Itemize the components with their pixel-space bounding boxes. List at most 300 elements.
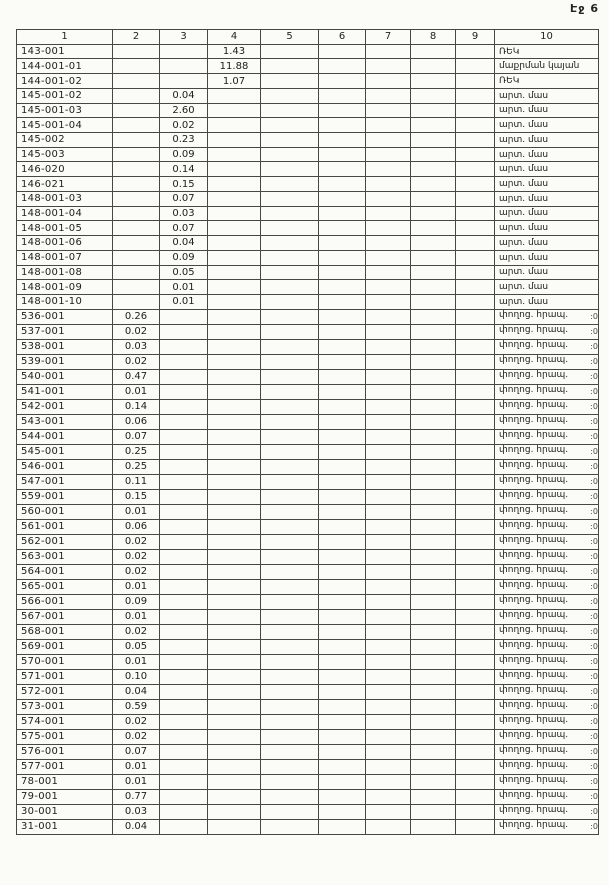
cell-empty — [366, 206, 411, 221]
cell-category — [495, 177, 599, 192]
cell-empty — [208, 684, 261, 699]
cell-empty — [366, 459, 411, 474]
cell-value: 0.15 — [113, 489, 160, 504]
cell-code: 564-001 — [17, 564, 113, 579]
cell-empty — [456, 534, 495, 549]
cell-empty — [160, 504, 208, 519]
table-row — [17, 804, 599, 819]
cell-empty — [366, 44, 411, 59]
cell-value: 11.88 — [208, 59, 261, 74]
table-row — [17, 729, 599, 744]
cell-empty — [160, 339, 208, 354]
cell-empty — [366, 669, 411, 684]
cell-category — [495, 684, 599, 699]
cell-empty — [366, 177, 411, 192]
cell-empty — [208, 133, 261, 148]
cell-empty — [366, 654, 411, 669]
cell-empty — [261, 191, 319, 206]
category-label: փողոց. հրապ. — [499, 699, 569, 710]
table-row — [17, 624, 599, 639]
cell-empty — [208, 594, 261, 609]
cell-empty — [411, 399, 456, 414]
cell-empty — [208, 789, 261, 804]
table-row — [17, 221, 599, 236]
cell-empty — [208, 744, 261, 759]
cell-code: 148-001-10 — [17, 294, 113, 309]
category-label: ՌԵԿ — [499, 46, 520, 57]
cell-empty — [261, 280, 319, 295]
cell-empty — [319, 639, 366, 654]
cell-empty — [261, 399, 319, 414]
cell-value: 1.43 — [208, 44, 261, 59]
cell-empty — [208, 474, 261, 489]
cell-empty — [411, 354, 456, 369]
cell-empty — [411, 74, 456, 89]
table-row — [17, 789, 599, 804]
cell-category — [495, 206, 599, 221]
edge-mark: :0 — [590, 566, 598, 576]
cell-empty — [160, 714, 208, 729]
cell-empty — [411, 534, 456, 549]
cell-empty — [319, 789, 366, 804]
cell-empty — [208, 324, 261, 339]
table-row — [17, 191, 599, 206]
cell-empty — [319, 88, 366, 103]
cell-empty — [456, 103, 495, 118]
edge-mark: :0 — [590, 536, 598, 546]
cell-empty — [456, 369, 495, 384]
cell-value: 0.01 — [160, 280, 208, 295]
table-row — [17, 744, 599, 759]
cell-empty — [319, 459, 366, 474]
cell-empty — [261, 88, 319, 103]
table-row — [17, 654, 599, 669]
column-header-2: 2 — [113, 30, 160, 45]
cell-empty — [113, 133, 160, 148]
cell-category — [495, 309, 599, 324]
column-header-9: 9 — [456, 30, 495, 45]
cell-value: 0.03 — [113, 339, 160, 354]
cell-code: 577-001 — [17, 759, 113, 774]
edge-mark: :0 — [590, 641, 598, 651]
cell-empty — [366, 236, 411, 251]
cell-category — [495, 44, 599, 59]
cell-empty — [261, 384, 319, 399]
cell-empty — [411, 369, 456, 384]
cell-code: 144-001-02 — [17, 74, 113, 89]
edge-mark: :0 — [590, 311, 598, 321]
cell-empty — [366, 639, 411, 654]
table-row — [17, 74, 599, 89]
cell-empty — [319, 519, 366, 534]
category-label: փողոց. հրապ. — [499, 489, 569, 500]
cell-empty — [160, 59, 208, 74]
cell-empty — [208, 639, 261, 654]
cell-empty — [366, 280, 411, 295]
edge-mark: :0 — [590, 416, 598, 426]
table-row — [17, 534, 599, 549]
cell-empty — [411, 265, 456, 280]
cell-empty — [160, 819, 208, 834]
cell-empty — [261, 147, 319, 162]
cell-empty — [113, 88, 160, 103]
cell-code: 542-001 — [17, 399, 113, 414]
cell-empty — [160, 549, 208, 564]
cell-empty — [261, 519, 319, 534]
cell-code: 148-001-05 — [17, 221, 113, 236]
cell-empty — [456, 744, 495, 759]
table-row — [17, 369, 599, 384]
cell-empty — [113, 74, 160, 89]
table-row — [17, 459, 599, 474]
cell-empty — [113, 206, 160, 221]
cell-empty — [319, 774, 366, 789]
cell-empty — [113, 236, 160, 251]
cell-code: 562-001 — [17, 534, 113, 549]
cell-empty — [261, 579, 319, 594]
cell-empty — [160, 429, 208, 444]
table-row — [17, 444, 599, 459]
cell-empty — [456, 206, 495, 221]
edge-mark: :0 — [590, 341, 598, 351]
cell-value: 2.60 — [160, 103, 208, 118]
cell-value: 0.15 — [160, 177, 208, 192]
cell-empty — [319, 369, 366, 384]
cell-empty — [411, 699, 456, 714]
cell-empty — [261, 206, 319, 221]
edge-mark: :0 — [590, 806, 598, 816]
cell-empty — [261, 221, 319, 236]
table-row — [17, 699, 599, 714]
cell-category — [495, 819, 599, 834]
cell-empty — [261, 549, 319, 564]
cell-empty — [261, 250, 319, 265]
cell-value: 0.77 — [113, 789, 160, 804]
cell-empty — [208, 265, 261, 280]
cell-empty — [208, 819, 261, 834]
cell-empty — [208, 429, 261, 444]
cell-empty — [208, 88, 261, 103]
table-row — [17, 250, 599, 265]
cell-empty — [261, 534, 319, 549]
table-row — [17, 59, 599, 74]
cell-empty — [113, 103, 160, 118]
cell-empty — [411, 88, 456, 103]
cell-empty — [113, 147, 160, 162]
cell-empty — [411, 294, 456, 309]
cell-empty — [411, 339, 456, 354]
cell-empty — [456, 684, 495, 699]
cell-empty — [411, 133, 456, 148]
cell-category — [495, 774, 599, 789]
cell-empty — [160, 789, 208, 804]
cell-empty — [456, 133, 495, 148]
cell-empty — [366, 294, 411, 309]
cell-code: 537-001 — [17, 324, 113, 339]
column-header-8: 8 — [411, 30, 456, 45]
cell-empty — [208, 399, 261, 414]
cell-value: 0.02 — [113, 729, 160, 744]
cell-empty — [261, 774, 319, 789]
cell-empty — [411, 564, 456, 579]
cell-category — [495, 221, 599, 236]
cell-empty — [456, 489, 495, 504]
cell-category — [495, 369, 599, 384]
cell-empty — [160, 384, 208, 399]
cell-empty — [319, 729, 366, 744]
cell-empty — [456, 639, 495, 654]
cell-empty — [319, 759, 366, 774]
cell-empty — [456, 339, 495, 354]
cell-code: 144-001-01 — [17, 59, 113, 74]
cell-empty — [208, 504, 261, 519]
cell-empty — [261, 265, 319, 280]
cell-empty — [261, 162, 319, 177]
table-row — [17, 294, 599, 309]
cell-empty — [160, 519, 208, 534]
cell-code: 570-001 — [17, 654, 113, 669]
cell-value: 0.07 — [160, 191, 208, 206]
table-row — [17, 103, 599, 118]
cell-empty — [208, 309, 261, 324]
cell-empty — [366, 324, 411, 339]
table-row — [17, 118, 599, 133]
cell-empty — [261, 339, 319, 354]
cell-category — [495, 339, 599, 354]
table-row — [17, 714, 599, 729]
edge-mark: :0 — [590, 791, 598, 801]
edge-mark: :0 — [590, 551, 598, 561]
cell-empty — [261, 177, 319, 192]
category-label: արտ. մաս — [499, 149, 549, 160]
cell-empty — [160, 594, 208, 609]
cell-category — [495, 191, 599, 206]
category-label: փողոց. հրապ. — [499, 399, 569, 410]
cell-empty — [456, 654, 495, 669]
cell-value: 0.02 — [113, 324, 160, 339]
table-row — [17, 759, 599, 774]
cell-code: 560-001 — [17, 504, 113, 519]
cell-empty — [366, 474, 411, 489]
cell-empty — [160, 534, 208, 549]
category-label: փողոց. հրապ. — [499, 804, 569, 815]
cell-value: 0.05 — [113, 639, 160, 654]
cell-empty — [208, 384, 261, 399]
cell-empty — [366, 684, 411, 699]
cell-empty — [319, 714, 366, 729]
category-label: մաքրման կայան — [499, 61, 580, 72]
cell-empty — [456, 594, 495, 609]
cell-empty — [366, 265, 411, 280]
category-label: փողոց. հրապ. — [499, 774, 569, 785]
cell-empty — [456, 609, 495, 624]
cell-code: 546-001 — [17, 459, 113, 474]
edge-mark: :0 — [590, 386, 598, 396]
cell-code: 538-001 — [17, 339, 113, 354]
cell-empty — [456, 804, 495, 819]
edge-mark: :0 — [590, 626, 598, 636]
cell-empty — [208, 354, 261, 369]
cell-empty — [366, 191, 411, 206]
cell-empty — [208, 729, 261, 744]
ledger-table — [16, 29, 599, 835]
cell-empty — [456, 44, 495, 59]
cell-empty — [456, 324, 495, 339]
table-row — [17, 309, 599, 324]
cell-value: 0.14 — [160, 162, 208, 177]
cell-empty — [456, 162, 495, 177]
cell-empty — [411, 147, 456, 162]
cell-code: 561-001 — [17, 519, 113, 534]
cell-empty — [160, 414, 208, 429]
cell-empty — [411, 429, 456, 444]
table-row — [17, 162, 599, 177]
cell-empty — [366, 384, 411, 399]
cell-value: 0.02 — [113, 534, 160, 549]
category-label: փողոց. հրապ. — [499, 459, 569, 470]
category-label: արտ. մաս — [499, 179, 549, 190]
edge-mark: :0 — [590, 446, 598, 456]
cell-value: 0.01 — [113, 504, 160, 519]
cell-empty — [366, 549, 411, 564]
table-row — [17, 399, 599, 414]
category-label: արտ. մաս — [499, 282, 549, 293]
cell-empty — [456, 549, 495, 564]
cell-category — [495, 489, 599, 504]
cell-empty — [319, 624, 366, 639]
cell-empty — [160, 774, 208, 789]
category-label: փողոց. հրապ. — [499, 624, 569, 635]
cell-empty — [208, 118, 261, 133]
edge-mark: :0 — [590, 581, 598, 591]
cell-empty — [411, 236, 456, 251]
cell-empty — [208, 369, 261, 384]
edge-mark: :0 — [590, 326, 598, 336]
cell-empty — [160, 804, 208, 819]
cell-empty — [456, 459, 495, 474]
table-row — [17, 429, 599, 444]
cell-empty — [261, 819, 319, 834]
cell-empty — [456, 774, 495, 789]
cell-empty — [113, 59, 160, 74]
category-label: փողոց. հրապ. — [499, 354, 569, 365]
cell-empty — [456, 579, 495, 594]
cell-empty — [411, 624, 456, 639]
cell-empty — [319, 429, 366, 444]
category-label: փողոց. հրապ. — [499, 639, 569, 650]
cell-code: 545-001 — [17, 444, 113, 459]
cell-empty — [261, 504, 319, 519]
cell-category — [495, 429, 599, 444]
cell-empty — [208, 191, 261, 206]
cell-value: 0.07 — [160, 221, 208, 236]
cell-empty — [160, 354, 208, 369]
cell-value: 0.47 — [113, 369, 160, 384]
cell-empty — [319, 819, 366, 834]
category-label: փողոց. հրապ. — [499, 714, 569, 725]
table-row — [17, 474, 599, 489]
cell-empty — [208, 774, 261, 789]
cell-category — [495, 88, 599, 103]
cell-empty — [208, 414, 261, 429]
cell-empty — [411, 609, 456, 624]
cell-empty — [319, 564, 366, 579]
cell-category — [495, 324, 599, 339]
cell-category — [495, 294, 599, 309]
cell-empty — [411, 280, 456, 295]
table-row — [17, 44, 599, 59]
cell-empty — [208, 444, 261, 459]
cell-category — [495, 579, 599, 594]
cell-empty — [319, 684, 366, 699]
column-header-10: 10 — [495, 30, 599, 45]
category-label: արտ. մաս — [499, 252, 549, 263]
category-label: արտ. մաս — [499, 164, 549, 175]
cell-empty — [411, 459, 456, 474]
cell-empty — [160, 669, 208, 684]
cell-empty — [456, 729, 495, 744]
cell-empty — [366, 74, 411, 89]
category-label: փողոց. հրապ. — [499, 444, 569, 455]
cell-empty — [160, 459, 208, 474]
cell-value: 0.01 — [113, 774, 160, 789]
cell-category — [495, 669, 599, 684]
category-label: արտ. մաս — [499, 105, 549, 116]
cell-category — [495, 564, 599, 579]
category-label: փողոց. հրապ. — [499, 369, 569, 380]
cell-empty — [160, 624, 208, 639]
cell-value: 0.06 — [113, 519, 160, 534]
category-label: փողոց. հրապ. — [499, 744, 569, 755]
cell-code: 566-001 — [17, 594, 113, 609]
cell-empty — [456, 819, 495, 834]
cell-empty — [319, 44, 366, 59]
category-label: փողոց. հրապ. — [499, 609, 569, 620]
cell-empty — [261, 624, 319, 639]
category-label: փողոց. հրապ. — [499, 429, 569, 440]
cell-empty — [411, 744, 456, 759]
cell-code: 544-001 — [17, 429, 113, 444]
cell-value: 0.02 — [113, 354, 160, 369]
cell-empty — [261, 354, 319, 369]
cell-code: 148-001-07 — [17, 250, 113, 265]
page-number-label: Էջ 6 — [570, 2, 599, 15]
cell-empty — [261, 789, 319, 804]
table-row — [17, 564, 599, 579]
cell-empty — [113, 162, 160, 177]
table-row — [17, 414, 599, 429]
cell-empty — [160, 474, 208, 489]
table-row — [17, 324, 599, 339]
cell-empty — [411, 206, 456, 221]
cell-empty — [160, 759, 208, 774]
cell-empty — [261, 294, 319, 309]
cell-empty — [319, 221, 366, 236]
edge-mark: :0 — [590, 761, 598, 771]
cell-empty — [411, 384, 456, 399]
cell-empty — [366, 147, 411, 162]
cell-empty — [261, 654, 319, 669]
category-label: փողոց. հրապ. — [499, 504, 569, 515]
cell-empty — [366, 699, 411, 714]
cell-value: 0.04 — [113, 819, 160, 834]
cell-value: 0.01 — [113, 579, 160, 594]
cell-empty — [366, 819, 411, 834]
cell-empty — [411, 654, 456, 669]
category-label: փողոց. հրապ. — [499, 669, 569, 680]
cell-empty — [208, 759, 261, 774]
table-row — [17, 489, 599, 504]
